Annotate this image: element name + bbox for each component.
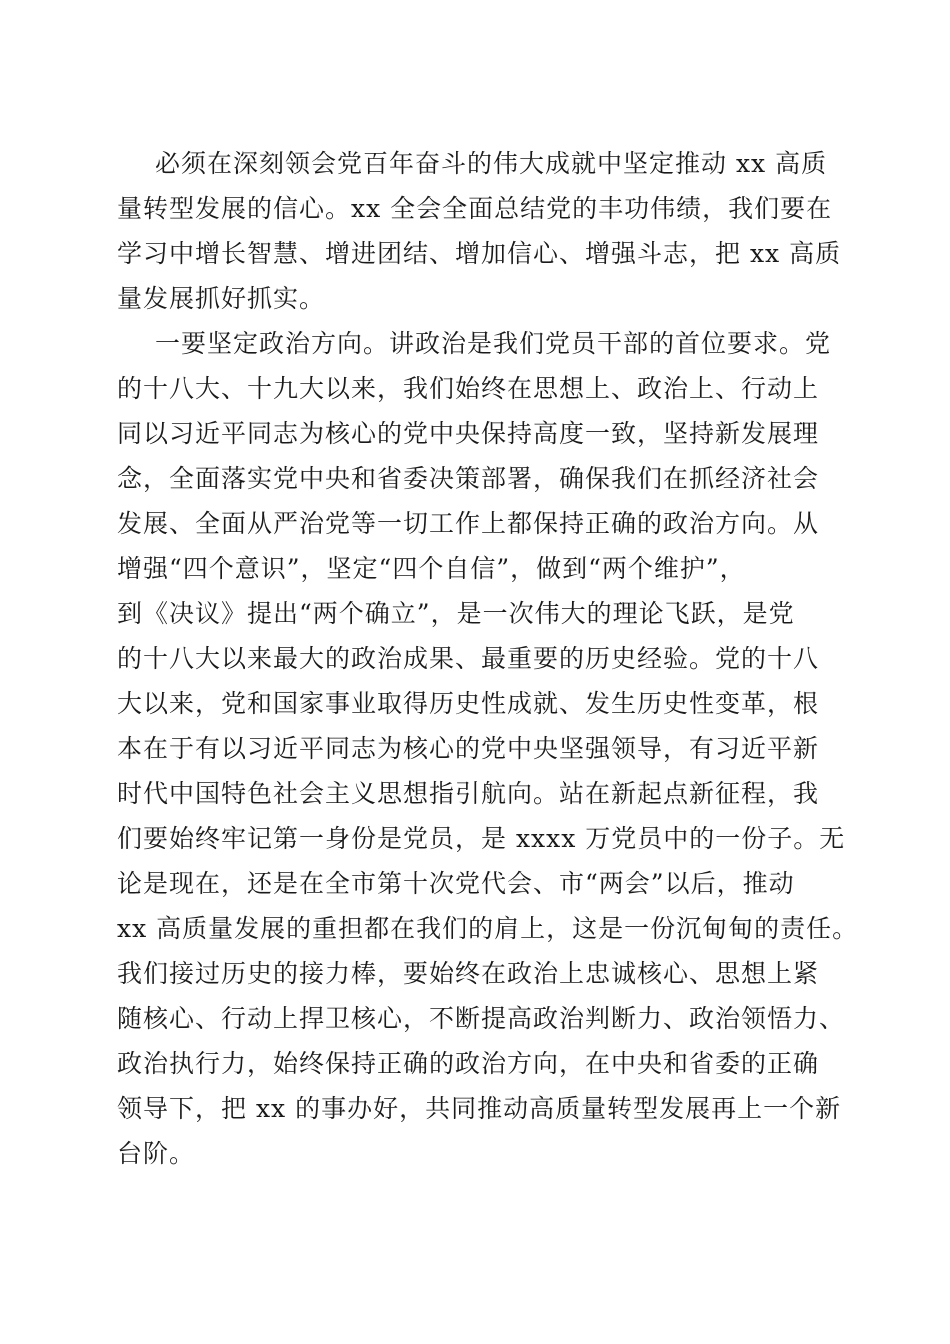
paragraph-line: 念，全面落实党中央和省委决策部署，确保我们在抓经济社会 [117,464,820,493]
paragraph-line: 必须在深刻领会党百年奋斗的伟大成就中坚定推动 xx 高质 [155,149,828,178]
paragraph-line: 增强“四个意识”，坚定“四个自信”，做到“两个维护”， [117,554,746,583]
paragraph-line: 台阶。 [117,1139,196,1168]
paragraph-line: xx 高质量发展的重担都在我们的肩上，这是一份沉甸甸的责任。 [117,914,859,943]
paragraph-line: 的十八大、十九大以来，我们始终在思想上、政治上、行动上 [117,374,820,403]
paragraph-line: 学习中增长智慧、增进团结、增加信心、增强斗志，把 xx 高质 [117,239,842,268]
paragraph-line: 时代中国特色社会主义思想指引航向。站在新起点新征程，我 [117,779,820,808]
paragraph-line: 同以习近平同志为核心的党中央保持高度一致，坚持新发展理 [117,419,820,448]
paragraph-line: 量发展抓好抓实。 [117,284,326,313]
paragraph-line: 发展、全面从严治党等一切工作上都保持正确的政治方向。从 [117,509,820,538]
paragraph-line: 们要始终牢记第一身份是党员，是 xxxx 万党员中的一份子。无 [117,824,846,853]
paragraph-2 [117,321,859,1176]
paragraph-line: 本在于有以习近平同志为核心的党中央坚强领导，有习近平新 [117,734,820,763]
paragraph-line: 论是现在，还是在全市第十次党代会、市“两会”以后，推动 [117,869,795,898]
paragraph-line: 量转型发展的信心。xx 全会全面总结党的丰功伟绩，我们要在 [117,194,833,223]
paragraph-line: 领导下，把 xx 的事办好，共同推动高质量转型发展再上一个新 [117,1094,842,1123]
paragraph-line: 随核心、行动上捍卫核心，不断提高政治判断力、政治领悟力、 [117,1004,846,1033]
paragraph-1 [117,141,847,321]
paragraph-line: 一要坚定政治方向。讲政治是我们党员干部的首位要求。党 [155,329,832,358]
paragraph-line: 到《决议》提出“两个确立”，是一次伟大的理论飞跃，是党 [117,599,795,628]
paragraph-line: 的十八大以来最大的政治成果、最重要的历史经验。党的十八 [117,644,820,673]
paragraph-line: 我们接过历史的接力棒，要始终在政治上忠诚核心、思想上紧 [117,959,820,988]
paragraph-line: 政治执行力，始终保持正确的政治方向，在中央和省委的正确 [117,1049,820,1078]
paragraph-line: 大以来，党和国家事业取得历史性成就、发生历史性变革，根 [117,689,820,718]
